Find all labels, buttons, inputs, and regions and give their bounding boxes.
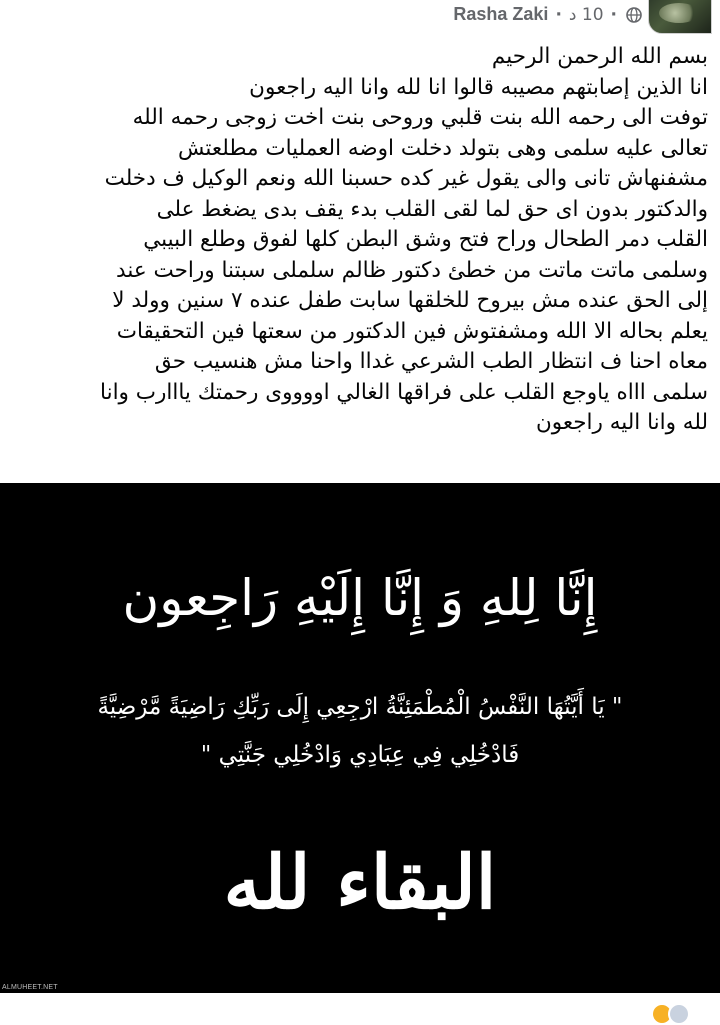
- reaction-icons[interactable]: [656, 1003, 690, 1025]
- post-body: [12, 42, 708, 439]
- image-verse: [40, 683, 680, 779]
- post-line: يعلم بحاله الا الله ومشفتوش فين الدكتور من سعتها فين التحقيقات: [116, 318, 708, 344]
- image-watermark: ALMUHEET.NET: [2, 984, 58, 991]
- post-header: [0, 0, 720, 34]
- meta-separator: ·: [610, 4, 617, 25]
- post-line: والدكتور بدون اى حق لما لقى القلب بدء يقف بدى يضغط على: [156, 196, 708, 222]
- avatar-image: [659, 3, 699, 23]
- post-line: القلب دمر الطحال وراح فتح وشق البطن كلها لفوق وطلع البيبي: [143, 227, 708, 252]
- verse-line: " يَا أَيَّتُهَا النَّفْسُ الْمُطْمَئِنَّةُ ارْجِعِي إِلَى رَبِّكِ رَاضِيَةً مَّرْضِيَّةً: [97, 694, 623, 720]
- post-meta: [453, 4, 642, 25]
- post-timestamp[interactable]: 10 د: [568, 4, 604, 25]
- image-headline: إِنَّا لِلهِ وَ إِنَّا إِلَيْهِ رَاجِعون: [122, 569, 598, 627]
- image-closing-text: البقاء لله: [223, 840, 497, 926]
- post-line: معاه احنا ف انتظار الطب الشرعي غداا واحنا مش هنسيب حق: [154, 349, 708, 374]
- reactions-bar: [0, 993, 720, 1017]
- post-line: تعالى عليه سلمى وهى بتولد دخلت اوضه العمليات مطلعتش: [177, 135, 708, 161]
- post-line: سلمى اااه ياوجع القلب على فراقها الغالي اووووى رحمتك يااارب وانا: [100, 379, 708, 405]
- post-line: بسم الله الرحمن الرحيم: [491, 44, 708, 69]
- post-line: لله وانا اليه راجعون: [535, 410, 708, 435]
- love-reaction-icon: [668, 1003, 690, 1025]
- post-line: إلى الحق عنده مش بيروح للخلقها سابت طفل عنده ٧ سنين وولد لا: [112, 288, 708, 313]
- post-image[interactable]: [0, 483, 720, 993]
- globe-icon: [626, 7, 642, 23]
- profile-avatar[interactable]: [648, 0, 712, 34]
- verse-line: فَادْخُلِي فِي عِبَادِي وَادْخُلِي جَنَّتِي ": [200, 742, 520, 768]
- post-line: انا الذين إصابتهم مصيبه قالوا انا لله وانا اليه راجعون: [249, 74, 708, 100]
- post-line: توفت الى رحمه الله بنت قلبي وروحى بنت اخت زوجى رحمه الله: [132, 105, 708, 130]
- meta-separator: ·: [555, 4, 562, 25]
- post-line: مشفنهاش تانى والى يقول غير كده حسبنا الله ونعم الوكيل ف دخلت: [104, 166, 708, 191]
- author-name[interactable]: Rasha Zaki: [453, 4, 549, 24]
- post-line: وسلمى ماتت ماتت من خطئ دكتور ظالم سلملى سبتنا وراحت عند: [116, 257, 708, 283]
